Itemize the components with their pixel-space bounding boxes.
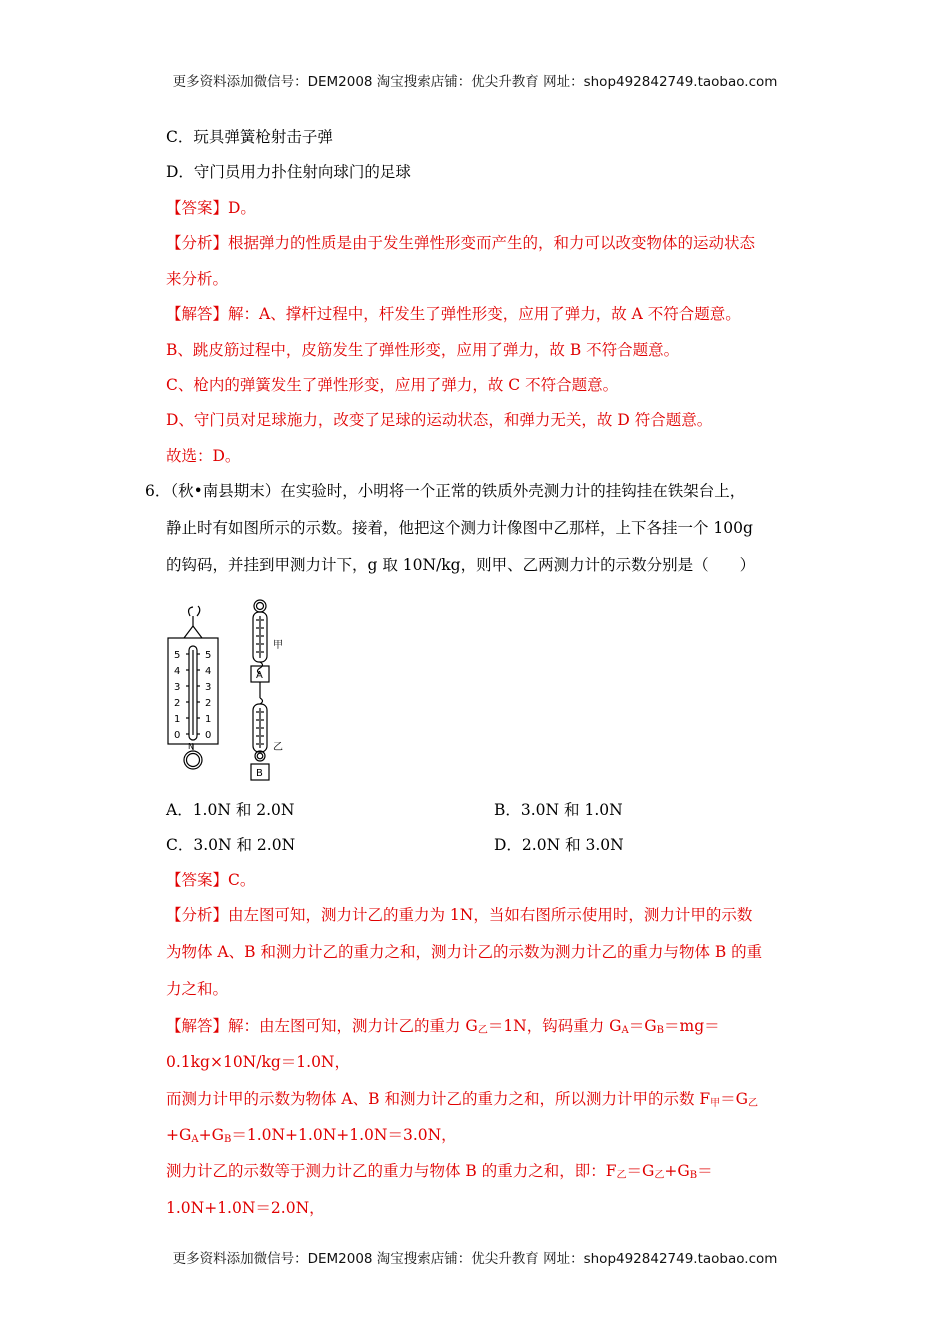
- q5-analysis-line1: 【分析】根据弹力的性质是由于发生弹性形变而产生的，和力可以改变物体的运动状态: [166, 234, 756, 252]
- q6-sol3-part-a: 而测力计甲的示数为物体 A、B 和测力计乙的重力之和，所以测力计甲的示数 F: [166, 1090, 711, 1108]
- q6-sol5-part-b: ＝G: [626, 1162, 655, 1180]
- q6-analysis-line3: 力之和。: [166, 980, 229, 998]
- q6-sol1-sub-a: A: [621, 1025, 629, 1036]
- left-scale-right-5: 5: [205, 650, 212, 661]
- q6-sol5-part-a: 测力计乙的示数等于测力计乙的重力与物体 B 的重力之和，即：F: [166, 1162, 617, 1180]
- left-scale-right-3: 3: [205, 682, 212, 693]
- q6-stem-line2: 静止时有如图所示的示数。接着，他把这个测力计像图中乙那样，上下各挂一个 100g: [166, 519, 753, 537]
- q6-sol1-part-a: 【解答】解：由左图可知，测力计乙的重力 G: [166, 1017, 478, 1035]
- left-scale-right-2: 2: [205, 698, 212, 709]
- q6-sol5-sub-yi: 乙: [616, 1170, 627, 1181]
- q5-solution-line1: 【解答】解：A、撑杆过程中，杆发生了弹性形变，应用了弹力，故 A 不符合题意。: [166, 305, 741, 323]
- q6-option-c: C．3.0N 和 2.0N: [166, 836, 296, 854]
- q6-solution-line4: [166, 1124, 457, 1151]
- q6-answer: 【答案】C。: [166, 871, 256, 889]
- left-scale-left-5: 5: [174, 650, 181, 661]
- q5-answer: 【答案】D。: [166, 199, 256, 217]
- q5-option-c: C．玩具弹簧枪射击子弹: [166, 128, 333, 146]
- spring-scale-figure: [160, 598, 300, 788]
- left-scale-right-4: 4: [205, 666, 212, 677]
- q6-solution-line1: [166, 1015, 720, 1042]
- left-scale-unit: N: [188, 742, 194, 751]
- q6-sol5-part-d: ＝: [697, 1162, 713, 1180]
- q6-sol1-part-c: ＝G: [628, 1017, 657, 1035]
- q6-sol4-part-b: +G: [198, 1126, 224, 1144]
- page-header: 更多资料添加微信号：DEM2008 淘宝搜索店铺：优尖升教育 网址：shop492842749.taobao.com: [172, 74, 778, 90]
- q6-sol1-part-d: ＝mg＝: [664, 1017, 720, 1035]
- q6-sol4-sub-a: A: [191, 1134, 199, 1145]
- q6-analysis-line2: 为物体 A、B 和测力计乙的重力之和，测力计乙的示数为测力计乙的重力与物体 B 的重: [166, 943, 763, 961]
- q6-sol4-sub-b: B: [223, 1134, 232, 1145]
- q6-sol1-sub-yi: 乙: [477, 1025, 488, 1036]
- left-scale-left-3: 3: [174, 682, 181, 693]
- q5-solution-line5: 故选：D。: [166, 447, 241, 465]
- q6-analysis-line1: 【分析】由左图可知，测力计乙的重力为 1N，当如右图所示使用时，测力计甲的示数: [166, 906, 753, 924]
- left-scale-right-1: 1: [205, 714, 212, 725]
- q5-option-d: D．守门员用力扑住射向球门的足球: [166, 163, 411, 181]
- q6-sol1-part-b: ＝1N，钩码重力 G: [487, 1017, 622, 1035]
- q6-solution-line6: 1.0N+1.0N＝2.0N，: [166, 1199, 325, 1217]
- q5-solution-line4: D、守门员对足球施力，改变了足球的运动状态，和弹力无关，故 D 符合题意。: [166, 411, 713, 429]
- q5-solution-line3: C、枪内的弹簧发生了弹性形变，应用了弹力，故 C 不符合题意。: [166, 376, 619, 394]
- q6-option-a: A．1.0N 和 2.0N: [166, 801, 295, 819]
- q6-sol3-sub-yi: 乙: [748, 1098, 759, 1109]
- q6-solution-line2: 0.1kg×10N/kg＝1.0N，: [166, 1053, 350, 1071]
- q6-sol5-sub-b: B: [689, 1170, 698, 1181]
- left-scale-left-1: 1: [174, 714, 181, 725]
- q5-analysis-line2: 来分析。: [166, 270, 229, 288]
- label-jia: 甲: [273, 640, 283, 651]
- q6-solution-line5: [166, 1160, 713, 1187]
- page-footer: 更多资料添加微信号：DEM2008 淘宝搜索店铺：优尖升教育 网址：shop492842749.taobao.com: [172, 1251, 778, 1267]
- q5-solution-line2: B、跳皮筋过程中，皮筋发生了弹性形变，应用了弹力，故 B 不符合题意。: [166, 341, 680, 359]
- q6-sol4-part-a: +G: [166, 1126, 192, 1144]
- left-scale-left-0: 0: [174, 730, 181, 741]
- q6-option-b: B．3.0N 和 1.0N: [494, 801, 623, 819]
- label-yi: 乙: [273, 742, 283, 753]
- q6-option-d: D．2.0N 和 3.0N: [494, 836, 624, 854]
- q6-sol5-part-c: +G: [664, 1162, 690, 1180]
- q6-stem-line3: 的钩码，并挂到甲测力计下，g 取 10N/kg，则甲、乙两测力计的示数分别是（ ）: [166, 556, 756, 574]
- q6-sol3-sub-jia: 甲: [710, 1098, 721, 1109]
- block-b-label: B: [256, 768, 263, 779]
- block-a-label: A: [256, 670, 263, 681]
- left-scale-right-0: 0: [205, 730, 212, 741]
- q6-sol3-part-b: ＝G: [720, 1090, 749, 1108]
- q6-solution-line3: [166, 1088, 758, 1115]
- left-scale-left-4: 4: [174, 666, 181, 677]
- q6-sol4-part-c: ＝1.0N+1.0N+1.0N＝3.0N，: [231, 1126, 457, 1144]
- q6-stem-line1: 6．（秋•南县期末）在实验时，小明将一个正常的铁质外壳测力计的挂钩挂在铁架台上，: [145, 482, 746, 500]
- q6-sol1-sub-b: B: [656, 1025, 665, 1036]
- left-scale-left-2: 2: [174, 698, 181, 709]
- q6-sol5-sub-yi2: 乙: [654, 1170, 665, 1181]
